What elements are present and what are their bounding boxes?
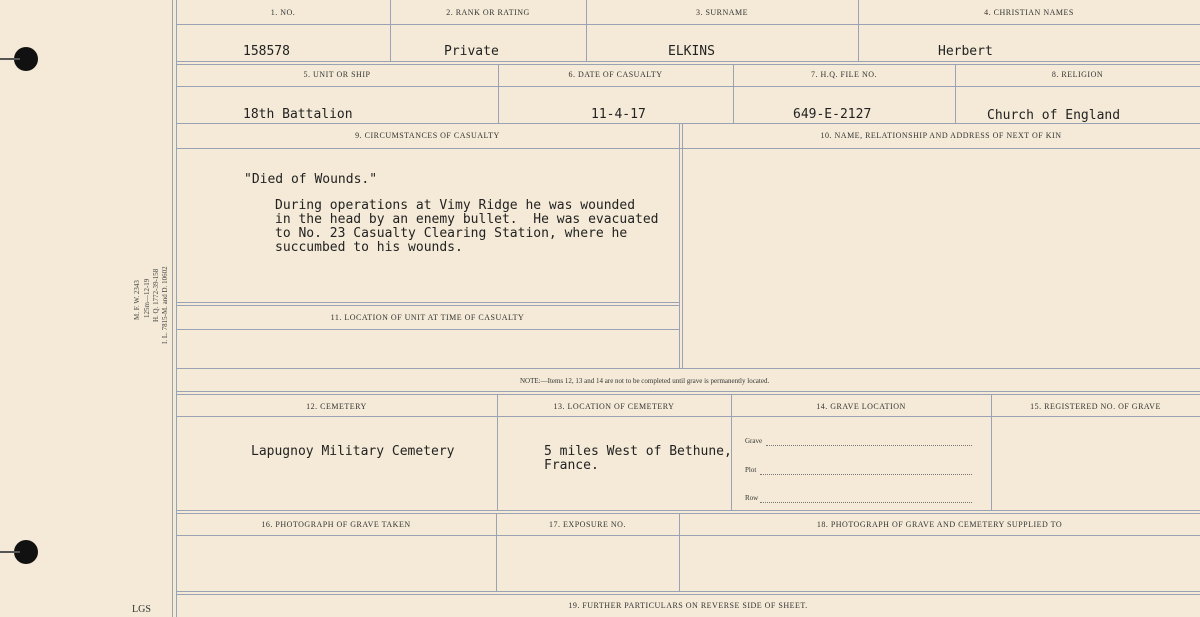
corner-initials: LGS: [132, 604, 151, 615]
further-particulars-label: 19. FURTHER PARTICULARS ON REVERSE SIDE OF SHEET.: [568, 601, 808, 610]
plot-field-label: Plot: [745, 466, 757, 474]
cemetery-value: Lapugnoy Military Cemetery: [251, 444, 455, 459]
surname-value: ELKINS: [668, 44, 715, 59]
registered-no-label: 15. REGISTERED NO. OF GRAVE: [1030, 402, 1161, 411]
cemetery-label: 12. CEMETERY: [306, 402, 367, 411]
date-value: 11-4-17: [591, 107, 646, 122]
form-number-4: I. L. 7815-M. and D. 10602: [161, 266, 169, 344]
row-field-label: Row: [745, 494, 759, 502]
photo-taken-label: 16. PHOTOGRAPH OF GRAVE TAKEN: [261, 520, 411, 529]
circumstances-line-3: to No. 23 Casualty Clearing Station, where he: [275, 226, 628, 241]
hq-file-label: 7. H.Q. FILE NO.: [811, 70, 877, 79]
grave-location-label: 14. GRAVE LOCATION: [816, 402, 906, 411]
circumstances-line-2: in the head by an enemy bullet. He was evacuated: [275, 212, 659, 227]
cemetery-location-line-1: 5 miles West of Bethune,: [544, 444, 732, 459]
rank-label: 2. RANK OR RATING: [446, 8, 530, 17]
religion-label: 8. RELIGION: [1051, 70, 1104, 79]
form-number-1: M. F. W. 2343: [133, 280, 141, 320]
circumstances-heading: "Died of Wounds.": [244, 172, 378, 187]
form-number-3: H. Q. 1772-39-158: [152, 268, 160, 322]
no-label: 1. NO.: [270, 8, 296, 17]
unit-value: 18th Battalion: [243, 107, 353, 122]
christian-names-value: Herbert: [938, 44, 993, 59]
circumstances-line-1: During operations at Vimy Ridge he was wounded: [275, 198, 636, 213]
hq-file-value: 649-E-2127: [793, 107, 872, 122]
rank-value: Private: [444, 44, 499, 59]
circumstances-line-4: succumbed to his wounds.: [275, 240, 463, 255]
photo-supplied-label: 18. PHOTOGRAPH OF GRAVE AND CEMETERY SUPPLIED TO: [816, 520, 1063, 529]
note-text: NOTE:—Items 12, 13 and 14 are not to be completed until grave is permanently located.: [520, 377, 770, 385]
circumstances-label: 9. CIRCUMSTANCES OF CASUALTY: [355, 131, 500, 140]
form-number-2: 125m—12-19: [143, 278, 151, 318]
surname-label: 3. SURNAME: [695, 8, 749, 17]
christian-names-label: 4. CHRISTIAN NAMES: [984, 8, 1074, 17]
grave-field-label: Grave: [745, 437, 763, 445]
religion-value: Church of England: [987, 108, 1121, 123]
no-value: 158578: [243, 44, 290, 59]
cemetery-location-line-2: France.: [544, 458, 599, 473]
location-unit-label: 11. LOCATION OF UNIT AT TIME OF CASUALTY: [330, 313, 525, 322]
date-label: 6. DATE OF CASUALTY: [568, 70, 663, 79]
exposure-label: 17. EXPOSURE NO.: [549, 520, 626, 529]
next-of-kin-label: 10. NAME, RELATIONSHIP AND ADDRESS OF NEXT OF KIN: [820, 131, 1062, 140]
unit-label: 5. UNIT OR SHIP: [303, 70, 371, 79]
cemetery-location-label: 13. LOCATION OF CEMETERY: [553, 402, 675, 411]
